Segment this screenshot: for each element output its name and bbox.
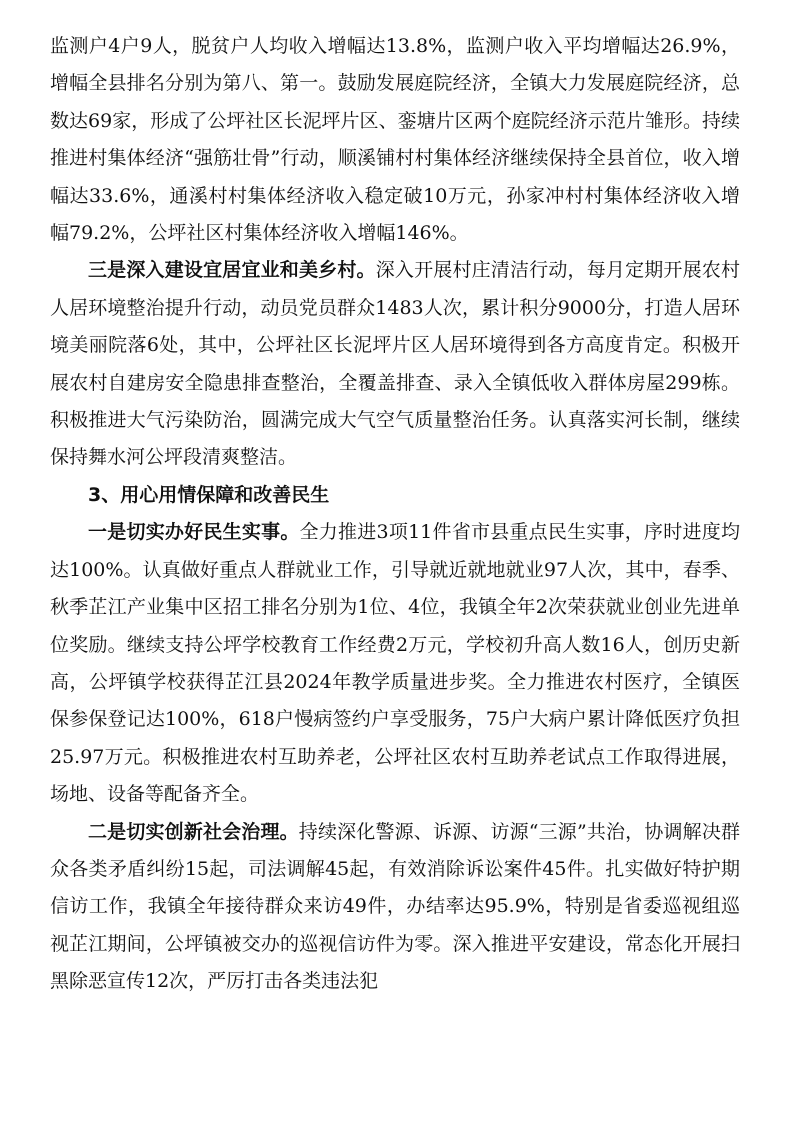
paragraph-text: 深入开展村庄清洁行动，每月定期开展农村人居环境整治提升行动，动员党员群众1483人次，累计积分9000分，打造人居环境美丽院落6处，其中，公坪社区长泥坪片区人居环境得到各方高度肯定。积极开展农村自建房安全隐患排查整治，全覆盖排查、录入全镇低收入群体房屋299栋。积极推进大气污染防治，圆满完成大气空气质量整治任务。认真落实河长制，继续保持舞水河公坪段清爽整洁。 — [50, 259, 740, 469]
paragraph-text: 监测户4户9人，脱贫户人均收入增幅达13.8%，监测户收入平均增幅达26.9%，增幅全县排名分别为第八、第一。鼓励发展庭院经济，全镇大力发展庭院经济，总数达69家，形成了公坪社区长泥坪片区、銮塘片区两个庭院经济示范片雏形。持续推进村集体经济“强筋壮骨”行动，顺溪铺村村集体经济继续保持全县首位，收入增幅达33.6%，通溪村村集体经济收入稳定破10万元，孙家冲村村集体经济收入增幅79.2%，公坪社区村集体经济收入增幅146%。 — [50, 35, 740, 245]
paragraph-text: 持续深化警源、诉源、访源“三源”共治，协调解决群众各类矛盾纠纷15起，司法调解45起，有效消除诉讼案件45件。扎实做好特护期信访工作，我镇全年接待群众来访49件，办结率达95.9%，特别是省委巡视组巡视芷江期间，公坪镇被交办的巡视信访件为零。深入推进平安建设，常态化开展扫黑除恶宣传12次，严厉打击各类违法犯 — [50, 820, 740, 993]
paragraph-lead: 一是切实办好民生实事。 — [88, 521, 300, 544]
paragraph-lead: 二是切实创新社会治理。 — [88, 820, 299, 843]
paragraph-income-and-courtyard-economy — [50, 28, 740, 252]
paragraph-text: 全力推进3项11件省市县重点民生实事，序时进度均达100%。认真做好重点人群就业工作，引导就近就地就业97人次，其中，春季、秋季芷江产业集中区招工排名分别为1位、4位，我镇全年2次荣获就业创业先进单位奖励。继续支持公坪学校教育工作经费2万元，学校初升高人数16人，创历史新高，公坪镇学校获得芷江县2024年教学质量进步奖。全力推进农村医疗，全镇医保参保登记达100%，618户慢病签约户享受服务，75户大病户累计降低医疗负担25.97万元。积极推进农村互助养老，公坪社区农村互助养老试点工作取得进展，场地、设备等配备齐全。 — [50, 521, 740, 806]
paragraph-lead: 三是深入建设宜居宜业和美乡村。 — [88, 259, 376, 282]
document-page — [50, 28, 740, 1001]
section-heading: 3、用心用情保障和改善民生 — [88, 483, 330, 506]
paragraph-social-governance — [50, 814, 740, 1001]
paragraph-livelihood-projects — [50, 514, 740, 813]
paragraph-livable-villages — [50, 252, 740, 476]
